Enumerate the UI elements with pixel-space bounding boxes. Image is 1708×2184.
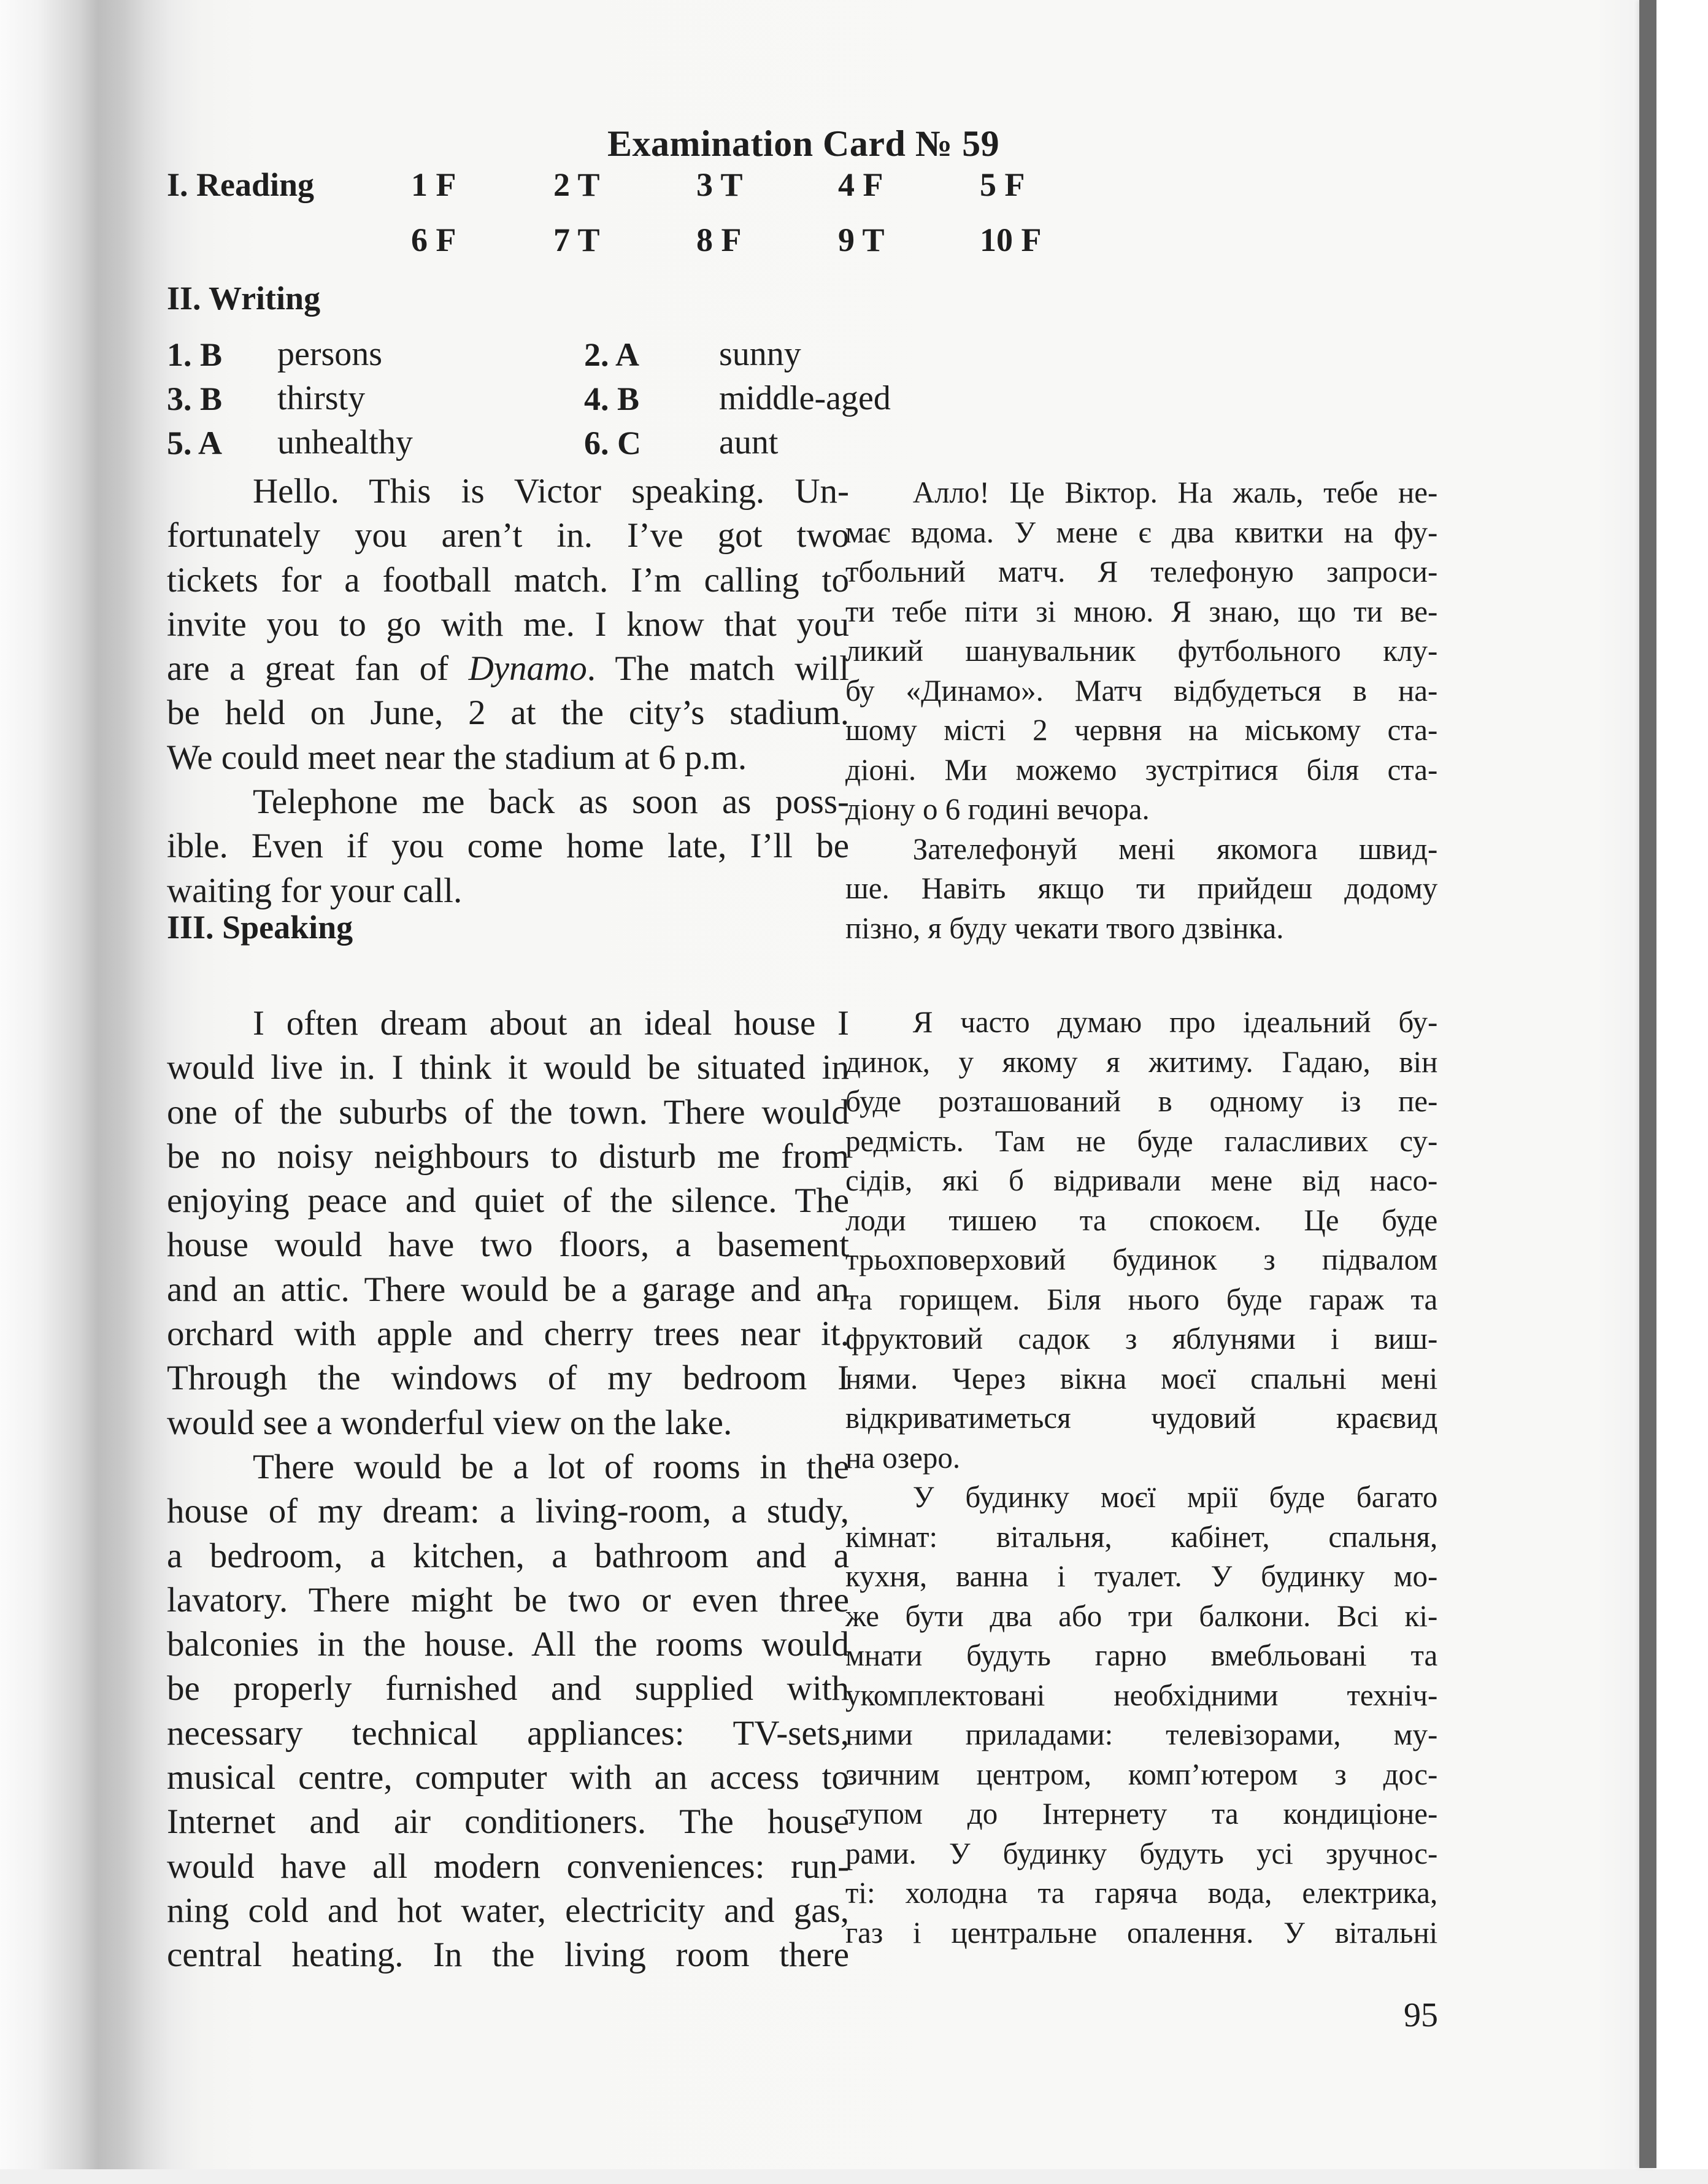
text-line: central heating. In the living room there (167, 1935, 849, 1975)
text-segment: . The match will (587, 649, 849, 689)
text-line: ning cold and hot water, electricity and gas, (167, 1891, 849, 1930)
reading-answer: 10 F (980, 222, 1042, 258)
writing-answer-word: aunt (719, 423, 779, 461)
reading-answer: 7 T (553, 222, 600, 258)
text-line: діоні. Ми можемо зустрітися біля ста- (845, 752, 1438, 787)
text-line: ними приладами: телевізорами, му- (845, 1717, 1438, 1751)
page-number: 95 (1404, 1996, 1438, 2034)
scan-bottom-edge (0, 2169, 1708, 2184)
writing-answer-word: thirsty (277, 379, 366, 417)
text-line: та горищем. Біля нього буде гараж та (845, 1281, 1438, 1316)
reading-heading: I. Reading (167, 166, 315, 203)
text-line: буде розташований в одному із пе- (845, 1084, 1438, 1118)
team-name: Dynamo (468, 649, 587, 689)
text-line (167, 647, 849, 691)
speaking-heading: III. Speaking (167, 909, 353, 946)
speaking-text-english (167, 1001, 849, 1978)
text-line: Internet and air conditioners. The house (167, 1802, 849, 1842)
writing-answer-number: 5. A (167, 425, 223, 461)
text-line: and an attic. There would be a garage and an (167, 1270, 849, 1309)
reading-answer: 1 F (411, 166, 456, 203)
text-line: musical centre, computer with an access to (167, 1758, 849, 1797)
text-line: відкриватиметься чудовий краєвид (845, 1400, 1438, 1435)
text-line: ible. Even if you come home late, I’ll be (167, 827, 849, 866)
text-line: шому місті 2 червня на міському ста- (845, 712, 1438, 747)
writing-answer-word: persons (277, 335, 383, 373)
text-line: Hello. This is Victor speaking. Un- (253, 472, 849, 511)
text-line: would see a wonderful view on the lake. (167, 1403, 733, 1442)
reading-answer: 3 T (696, 166, 743, 203)
text-line: нями. Через вікна моєї спальні мені (845, 1360, 1438, 1395)
page-title: Examination Card № 59 (607, 123, 1000, 164)
book-edge-strip (1639, 0, 1656, 2168)
text-line: на озеро. (845, 1440, 961, 1475)
text-line: Through the windows of my bedroom I (167, 1359, 849, 1398)
reading-answer: 8 F (696, 222, 742, 258)
writing-answer-word: sunny (719, 335, 801, 373)
text-line: orchard with apple and cherry trees near it. (167, 1314, 849, 1354)
text-line: Алло! Це Віктор. На жаль, тебе не- (912, 475, 1438, 509)
reading-answer: 6 F (411, 222, 456, 258)
text-line: be no noisy neighbours to disturb me from (167, 1136, 849, 1176)
text-line: редмість. Там не буде галасливих су- (845, 1123, 1438, 1158)
writing-message-english (167, 469, 849, 913)
text-line: house of my dream: a living-room, a study, (167, 1492, 849, 1531)
text-line: a bedroom, a kitchen, a bathroom and a (167, 1536, 849, 1575)
text-line: же бути два або три балкони. Всі кі- (845, 1598, 1438, 1633)
text-line: waiting for your call. (167, 871, 463, 910)
text-line: діону о 6 годині вечора. (845, 792, 1150, 826)
text-line: сідів, які б відривали мене від насо- (845, 1163, 1438, 1197)
writing-answer-word: middle-aged (719, 379, 891, 417)
text-line: кухня, ванна і туалет. У будинку мо- (845, 1559, 1438, 1593)
text-line: enjoying peace and quiet of the silence. The (167, 1181, 849, 1221)
text-line: укомплектовані необхідними техніч- (845, 1677, 1438, 1712)
text-line: ти тебе піти зі мною. Я знаю, що ти ве- (845, 593, 1438, 628)
writing-answer-number: 3. B (167, 380, 223, 417)
text-line: газ і центральне опалення. У вітальні (845, 1915, 1438, 1950)
text-line: ликий шанувальник футбольного клу- (845, 633, 1438, 668)
text-line: house would have two floors, a basement (167, 1225, 849, 1265)
text-line: Я часто думаю про ідеальний бу- (912, 1005, 1438, 1039)
text-line: be held on June, 2 at the city’s stadium. (167, 693, 849, 733)
text-line: лоди тишею та спокоєм. Це буде (845, 1202, 1438, 1237)
text-line: трьохповерховий будинок з підвалом (845, 1242, 1438, 1276)
writing-answer-word: unhealthy (277, 423, 413, 461)
text-line: тупом до Інтернету та кондиціоне- (845, 1796, 1438, 1831)
text-line: У будинку моєї мрії буде багато (912, 1480, 1438, 1514)
text-line: balconies in the house. All the rooms would (167, 1625, 849, 1664)
text-line: Telephone me back as soon as poss- (253, 782, 849, 822)
text-line: be properly furnished and supplied with (167, 1669, 849, 1708)
text-line: I often dream about an ideal house I (253, 1004, 849, 1043)
text-line: would have all modern conveniences: run- (167, 1846, 849, 1886)
reading-answer: 2 T (553, 166, 600, 203)
text-line: зичним центром, комп’ютером з дос- (845, 1756, 1438, 1791)
speaking-text-ukrainian (845, 1002, 1437, 1952)
writing-answer-number: 1. B (167, 336, 223, 373)
text-line: кімнат: вітальня, кабінет, спальня, (845, 1519, 1438, 1554)
writing-message-ukrainian (845, 473, 1437, 947)
text-line: ті: холодна та гаряча вода, електрика, (845, 1875, 1438, 1910)
text-line: рами. У будинку будуть усі зручнос- (845, 1835, 1438, 1870)
text-line: necessary technical appliances: TV-sets, (167, 1713, 849, 1753)
text-segment: are a great fan of (167, 649, 469, 689)
text-line: тбольний матч. Я телефоную запроси- (845, 554, 1438, 588)
text-line: фруктовий садок з яблунями і виш- (845, 1321, 1438, 1356)
text-line: We could meet near the stadium at 6 p.m. (167, 738, 747, 777)
text-line: one of the suburbs of the town. There would (167, 1092, 849, 1132)
text-line: lavatory. There might be two or even three (167, 1580, 849, 1619)
writing-answer-number: 4. B (584, 380, 640, 417)
text-line: tickets for a football match. I’m calling to (167, 560, 849, 600)
writing-heading: II. Writing (167, 280, 321, 317)
text-line: invite you to go with me. I know that you (167, 604, 849, 644)
text-line: динок, у якому я житиму. Гадаю, він (845, 1044, 1438, 1079)
text-line: Зателефонуй мені якомога швид- (912, 831, 1438, 866)
text-line: має вдома. У мене є два квитки на фу- (845, 514, 1438, 549)
text-line: мнати будуть гарно вмебльовані та (845, 1638, 1438, 1672)
text-line: бу «Динамо». Матч відбудеться в на- (845, 673, 1438, 708)
text-line: fortunately you aren’t in. I’ve got two (167, 516, 849, 555)
text-line: There would be a lot of rooms in the (253, 1447, 849, 1486)
text-line: пізно, я буду чекати твого дзвінка. (845, 910, 1284, 945)
reading-answer: 5 F (980, 166, 1025, 203)
writing-answer-number: 6. C (584, 425, 641, 461)
writing-answer-number: 2. A (584, 336, 640, 373)
text-line: would live in. I think it would be situated in (167, 1048, 849, 1087)
reading-answer: 9 T (838, 222, 885, 258)
text-line: ше. Навіть якщо ти прийдеш додому (845, 871, 1438, 905)
reading-answer: 4 F (838, 166, 883, 203)
